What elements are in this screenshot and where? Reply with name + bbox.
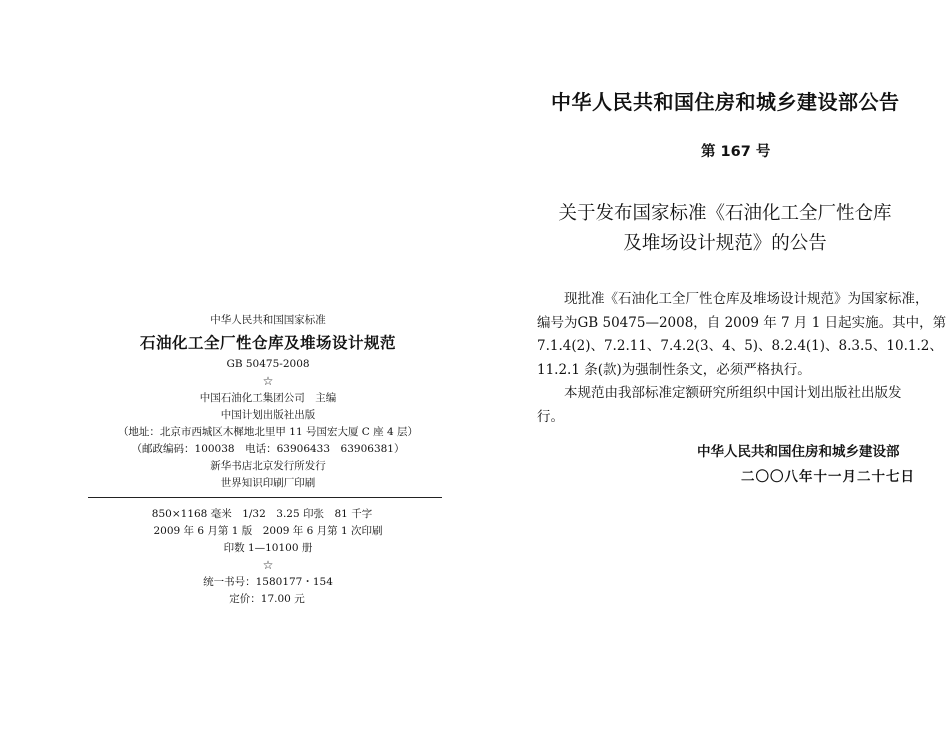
book-specs: 850×1168 毫米 1/32 3.25 印张 81 千字 (151, 508, 373, 520)
announcement-body (537, 288, 949, 429)
announcement-date: 二〇〇八年十一月二十七日 (741, 469, 915, 485)
publisher-address: （地址：北京市西城区木樨地北里甲 11 号国宏大厦 C 座 4 层） (117, 426, 419, 438)
printer-line: 世界知识印刷厂印刷 (220, 477, 316, 489)
edition-line: 2009 年 6 月第 1 版 2009 年 6 月第 1 次印刷 (153, 525, 383, 537)
series-label: 中华人民共和国国家标准 (210, 314, 326, 326)
subject-line: 及堆场设计规范》的公告 (623, 233, 827, 254)
body-line: 本规范由我部标准定额研究所组织中国计划出版社出版发 (564, 385, 902, 401)
body-line: 行。 (537, 408, 564, 425)
announcement-number: 第 167 号 (701, 144, 771, 160)
signatory: 中华人民共和国住房和城乡建设部 (697, 444, 900, 460)
print-run: 印数 1—10100 册 (223, 542, 313, 554)
star-icon: ☆ (262, 558, 274, 572)
announcement-title: 中华人民共和国住房和城乡建设部公告 (551, 90, 900, 114)
standard-code: GB 50475-2008 (226, 358, 310, 370)
publisher-line: 中国计划出版社出版 (220, 409, 316, 421)
price-line: 定价：17.00 元 (229, 593, 305, 605)
book-number: 统一书号：1580177・154 (203, 576, 333, 588)
body-line: 7.1.4(2)、7.2.11、7.4.2(3、4、5)、8.2.4(1)、8.3.5、10.1.2、 (537, 338, 943, 354)
star-icon: ☆ (262, 374, 274, 388)
copyright-imprint (88, 312, 448, 608)
distributor-line: 新华书店北京发行所发行 (210, 460, 326, 472)
editor-line: 中国石油化工集团公司 主编 (199, 392, 337, 404)
divider (88, 497, 442, 498)
right-page (475, 0, 950, 735)
book-title: 石油化工全厂性仓库及堆场设计规范 (139, 333, 396, 352)
subject-line: 关于发布国家标准《石油化工全厂性仓库 (558, 203, 892, 224)
announcement-subject (555, 199, 895, 259)
body-line: 11.2.1 条(款)为强制性条文，必须严格执行。 (537, 361, 811, 378)
body-line: 现批准《石油化工全厂性仓库及堆场设计规范》为国家标准， (564, 291, 929, 307)
body-line: 编号为GB 50475—2008，自 2009 年 7 月 1 日起实施。其中，第 (537, 314, 947, 331)
publisher-contact: （邮政编码：100038 电话：63906433 63906381） (131, 443, 405, 455)
